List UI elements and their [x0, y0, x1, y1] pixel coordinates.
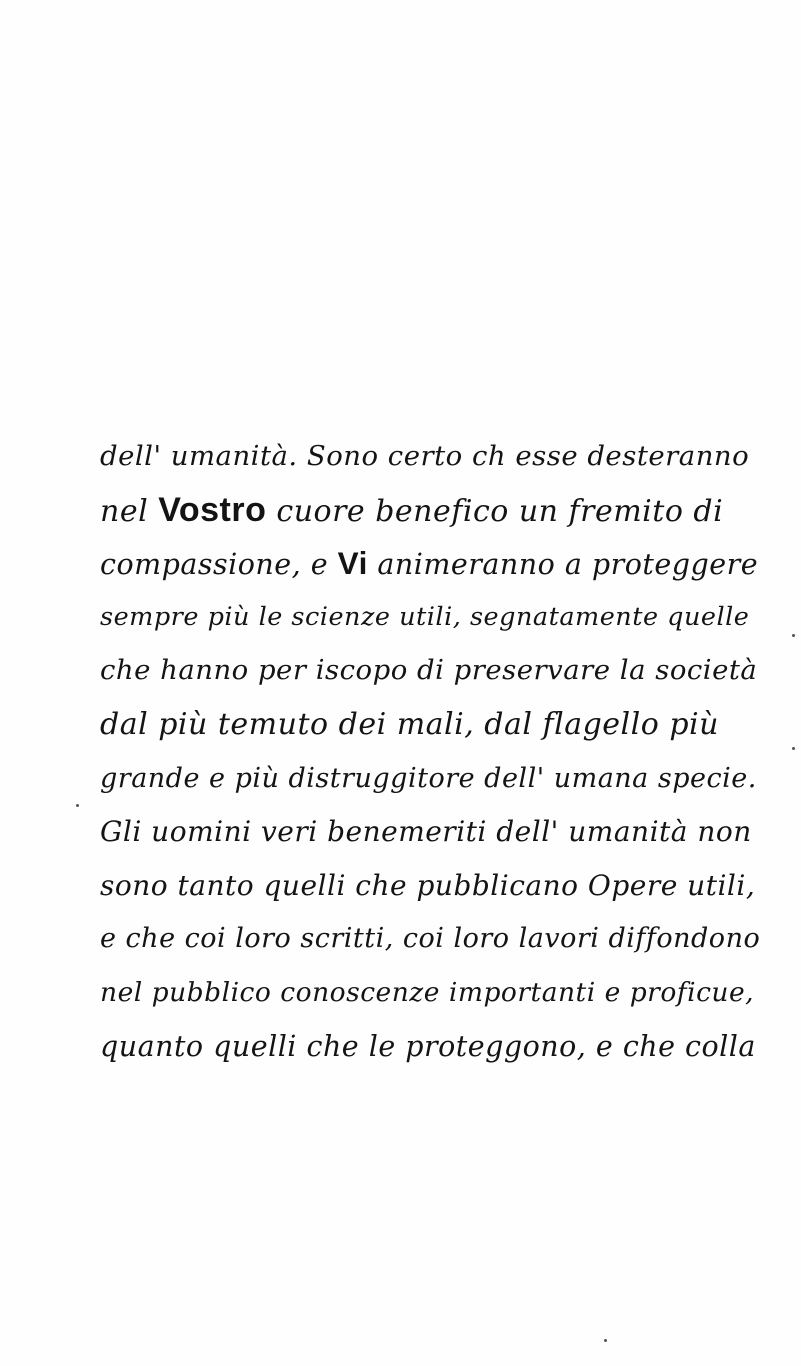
text-line: [100, 698, 760, 752]
text-segment: sono tanto quelli che pubblicano Opere utili,: [100, 868, 756, 902]
text-segment: compassione, e: [100, 548, 338, 582]
emphasized-word: Vi: [337, 545, 368, 582]
handwritten-text-block: [100, 430, 760, 1073]
text-line: [100, 591, 760, 645]
text-line: [100, 1020, 760, 1074]
text-segment: dell' umanità. Sono certo ch esse desteranno: [100, 440, 750, 472]
paper-speck: [792, 634, 795, 637]
text-segment: grande e più distruggitore dell' umana specie.: [100, 762, 757, 794]
text-line: [100, 644, 760, 698]
text-line: [100, 537, 760, 591]
text-line: [100, 430, 760, 484]
text-line: [100, 752, 760, 806]
text-segment: Gli uomini veri benemeriti dell' umanità non: [100, 815, 752, 849]
text-segment: che hanno per iscopo di preservare la società: [100, 654, 758, 687]
text-line: [100, 859, 760, 913]
text-line: [100, 912, 760, 966]
text-segment: nel: [100, 493, 159, 529]
text-segment: e che coi loro scritti, coi loro lavori diffondono: [100, 923, 761, 955]
text-line: [100, 484, 760, 538]
text-line: [100, 966, 760, 1020]
text-segment: quanto quelli che le proteggono, e che colla: [100, 1029, 756, 1063]
text-segment: nel pubblico conoscenze importanti e proficue,: [100, 976, 755, 1008]
text-segment: sempre più le scienze utili, segnatamente quelle: [100, 601, 750, 632]
paper-speck: [792, 747, 795, 750]
text-segment: cuore benefico un fremito di: [266, 493, 724, 529]
emphasized-word: Vostro: [158, 490, 267, 529]
text-segment: dal più temuto dei mali, dal flagello più: [100, 706, 719, 742]
text-segment: animeranno a proteggere: [367, 548, 759, 582]
paper-speck: [604, 1339, 607, 1342]
paper-speck: [76, 804, 79, 807]
text-line: [100, 805, 760, 859]
